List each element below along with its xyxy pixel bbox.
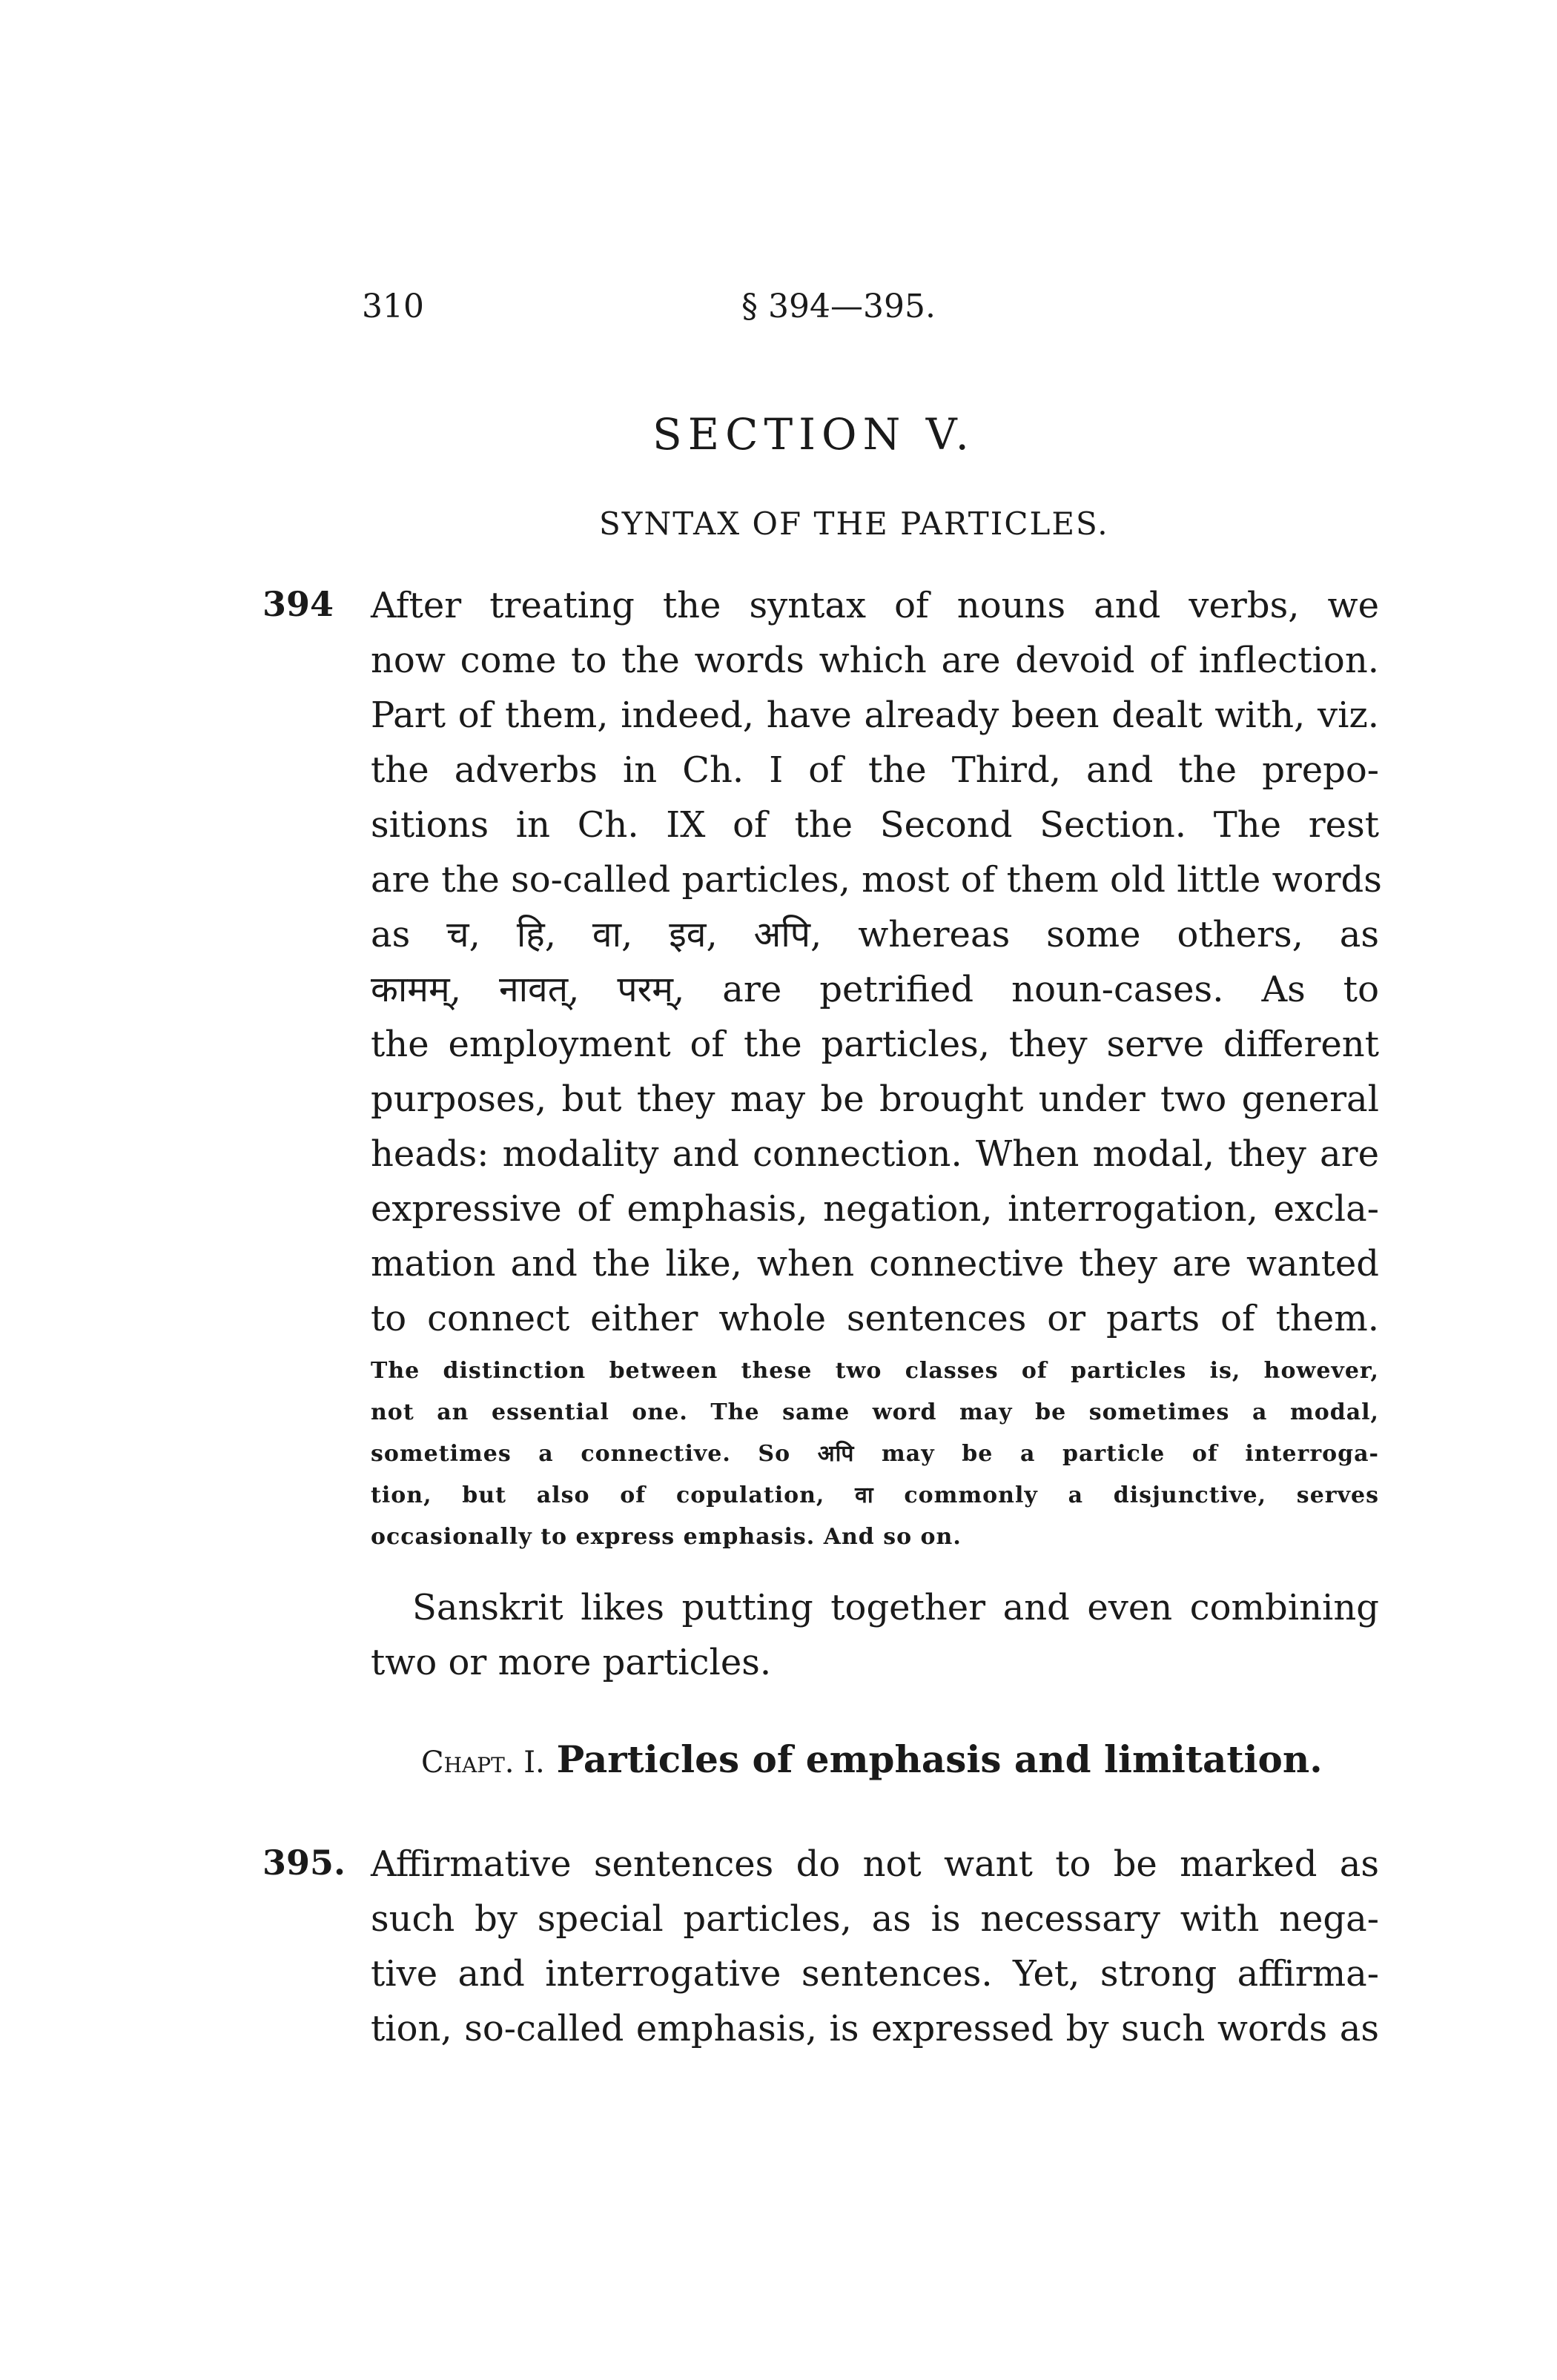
chapter-heading (421, 1737, 1323, 1781)
section-title: SECTION V. (652, 409, 975, 460)
text-line: sitions in Ch. IX of the Second Section. The rest (371, 804, 1379, 846)
text-line: now come to the words which are devoid of inflection. (371, 640, 1379, 681)
text-line: two or more particles. (371, 1642, 772, 1683)
note-line: occasionally to express emphasis. And so on. (371, 1524, 962, 1550)
text-line: After treating the syntax of nouns and verbs, we (371, 585, 1379, 626)
text-line: to connect either whole sentences or parts of them. (371, 1298, 1379, 1339)
page-number: 310 (362, 288, 424, 325)
chapter-label: Chapt. I. (421, 1746, 545, 1780)
text-line: expressive of emphasis, negation, interrogation, excla- (371, 1188, 1379, 1230)
text-line: Affirmative sentences do not want to be marked as (371, 1843, 1379, 1885)
text-line: heads: modality and connection. When modal, they are (371, 1133, 1379, 1175)
note-line: sometimes a connective. So अपि may be a particle of interroga- (371, 1441, 1379, 1467)
paragraph-number-394: 394 (262, 584, 334, 624)
paragraph-number-395: 395. (262, 1843, 346, 1883)
note-line: not an essential one. The same word may be sometimes a modal, (371, 1399, 1379, 1425)
text-line: Sanskrit likes putting together and even combining (412, 1587, 1379, 1628)
section-range: § 394—395. (741, 288, 936, 325)
text-line: tion, so-called emphasis, is expressed by such words as (371, 2008, 1379, 2049)
text-line: are the so-called particles, most of them old little words (371, 859, 1382, 901)
text-line: the adverbs in Ch. I of the Third, and the prepo- (371, 749, 1379, 791)
text-line-sanskrit-examples: कामम्, नावत्, परम्, are petrified noun-cases. As to (371, 969, 1379, 1010)
text-line: Part of them, indeed, have already been dealt with, viz. (371, 695, 1379, 736)
section-subtitle: SYNTAX OF THE PARTICLES. (599, 505, 1109, 542)
note-line: The distinction between these two classes of particles is, however, (371, 1358, 1379, 1384)
text-line-sanskrit-examples: as च, हि, वा, इव, अपि, whereas some others, as (371, 914, 1379, 955)
chapter-title: Particles of emphasis and limitation. (556, 1737, 1323, 1781)
text-line: purposes, but they may be brought under two general (371, 1078, 1379, 1120)
text-line: the employment of the particles, they serve different (371, 1024, 1379, 1065)
text-line: mation and the like, when connective they are wanted (371, 1243, 1379, 1285)
note-line: tion, but also of copulation, वा commonly a disjunctive, serves (371, 1482, 1379, 1508)
text-line: such by special particles, as is necessary with nega- (371, 1898, 1379, 1940)
text-line: tive and interrogative sentences. Yet, strong affirma- (371, 1953, 1379, 1995)
